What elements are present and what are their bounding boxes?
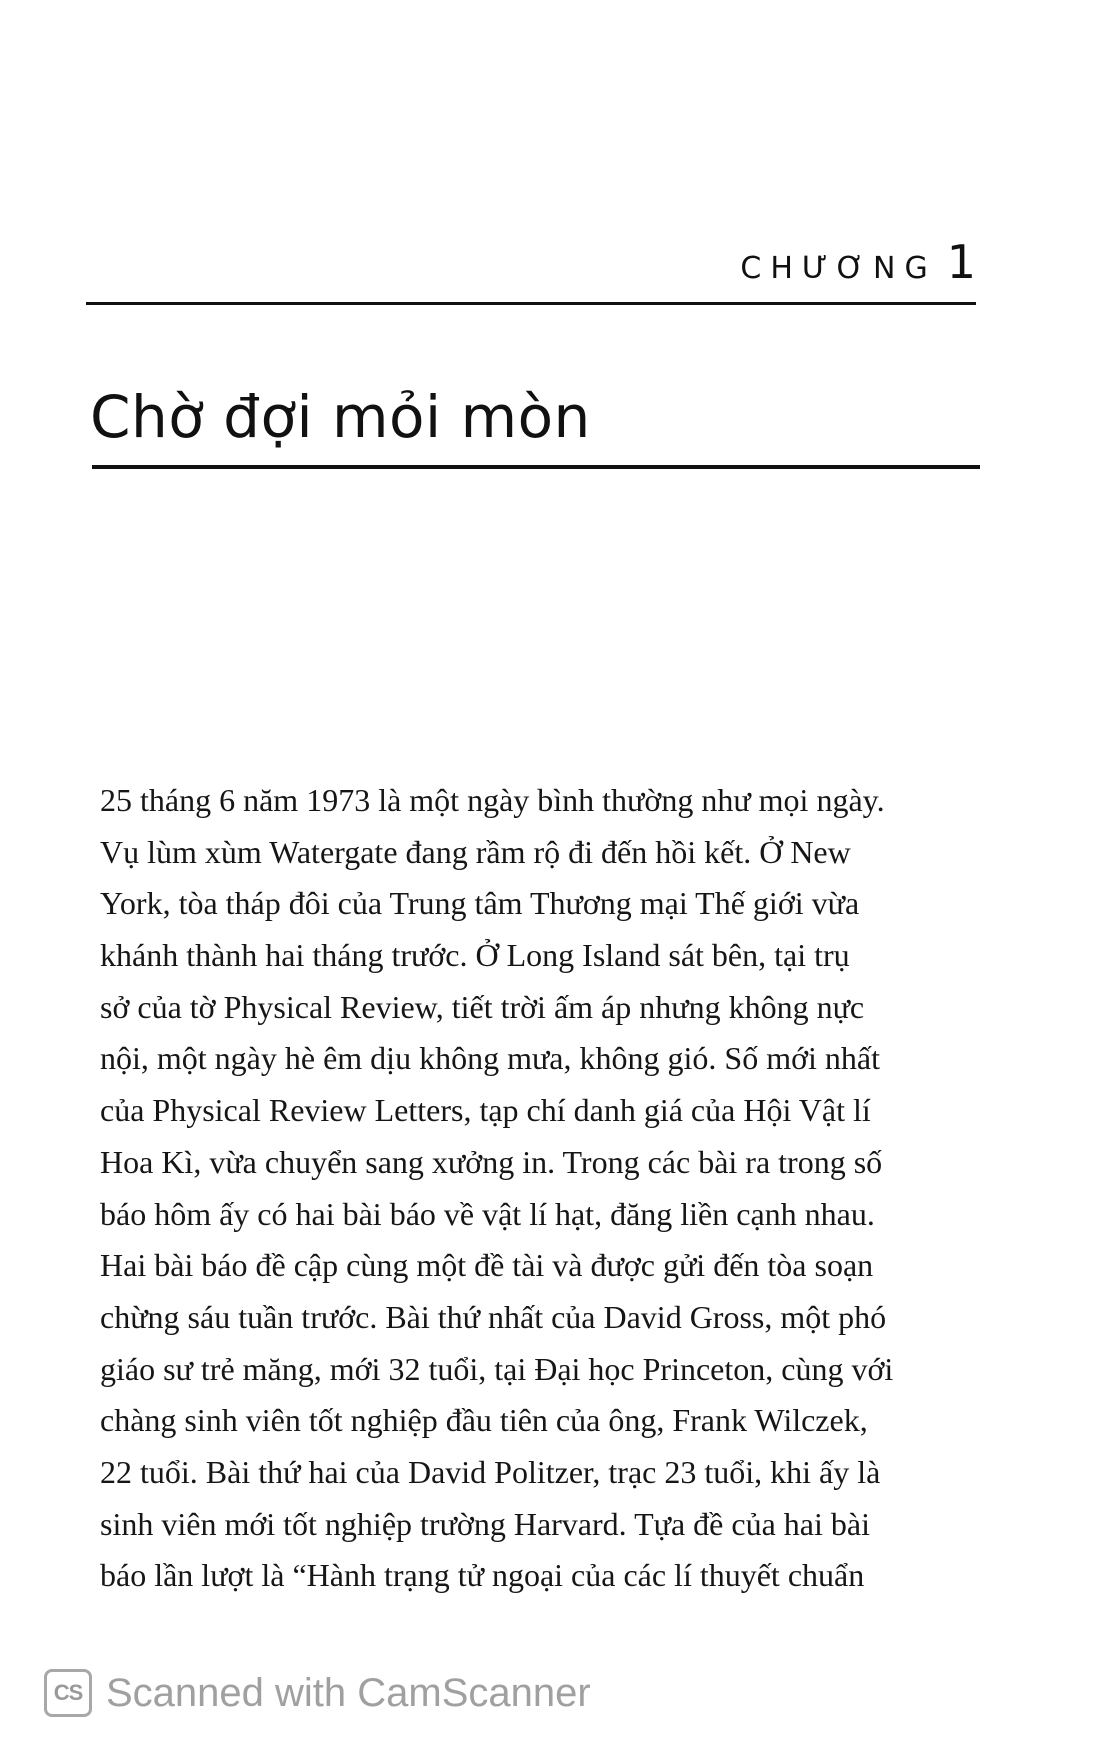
chapter-rule-bottom <box>92 465 980 469</box>
chapter-rule-top <box>86 302 976 305</box>
chapter-title: Chờ đợi mỏi mòn <box>90 383 591 451</box>
body-line: giáo sư trẻ măng, mới 32 tuổi, tại Đại học Princeton, cùng với <box>100 1350 894 1387</box>
body-line: chừng sáu tuần trước. Bài thứ nhất của David Gross, một phó <box>100 1298 887 1335</box>
chapter-number: 1 <box>946 235 976 289</box>
watermark-text: Scanned with CamScanner <box>106 1670 591 1715</box>
body-paragraph <box>100 775 1000 1602</box>
body-line: Hai bài báo đề cập cùng một đề tài và được gửi đến tòa soạn <box>100 1247 874 1284</box>
chapter-word: CHƯƠNG <box>740 251 937 286</box>
body-line: báo lần lượt là “Hành trạng tử ngoại của các lí thuyết chuẩn <box>100 1557 865 1594</box>
body-line: của Physical Review Letters, tạp chí danh giá của Hội Vật lí <box>100 1092 871 1129</box>
body-line: chàng sinh viên tốt nghiệp đầu tiên của ông, Frank Wilczek, <box>100 1402 868 1439</box>
body-line: 25 tháng 6 năm 1973 là một ngày bình thường như mọi ngày. <box>100 782 885 818</box>
body-line: nội, một ngày hè êm dịu không mưa, không gió. Số mới nhất <box>100 1040 880 1077</box>
camscanner-watermark <box>44 1664 591 1722</box>
camscanner-logo-icon: CS <box>44 1669 92 1717</box>
body-line: báo hôm ấy có hai bài báo về vật lí hạt, đăng liền cạnh nhau. <box>100 1195 875 1232</box>
body-line: 22 tuổi. Bài thứ hai của David Politzer, trạc 23 tuổi, khi ấy là <box>100 1453 881 1490</box>
body-line: Hoa Kì, vừa chuyển sang xưởng in. Trong các bài ra trong số <box>100 1143 883 1180</box>
body-line: sở của tờ Physical Review, tiết trời ấm áp nhưng không nực <box>100 988 865 1025</box>
body-line: khánh thành hai tháng trước. Ở Long Island sát bên, tại trụ <box>100 937 850 974</box>
body-line: Vụ lùm xùm Watergate đang rầm rộ đi đến hồi kết. Ở New <box>100 833 851 870</box>
body-line: sinh viên mới tốt nghiệp trường Harvard. Tựa đề của hai bài <box>100 1505 870 1542</box>
chapter-heading <box>600 232 976 292</box>
body-line: York, tòa tháp đôi của Trung tâm Thương mại Thế giới vừa <box>100 885 860 922</box>
